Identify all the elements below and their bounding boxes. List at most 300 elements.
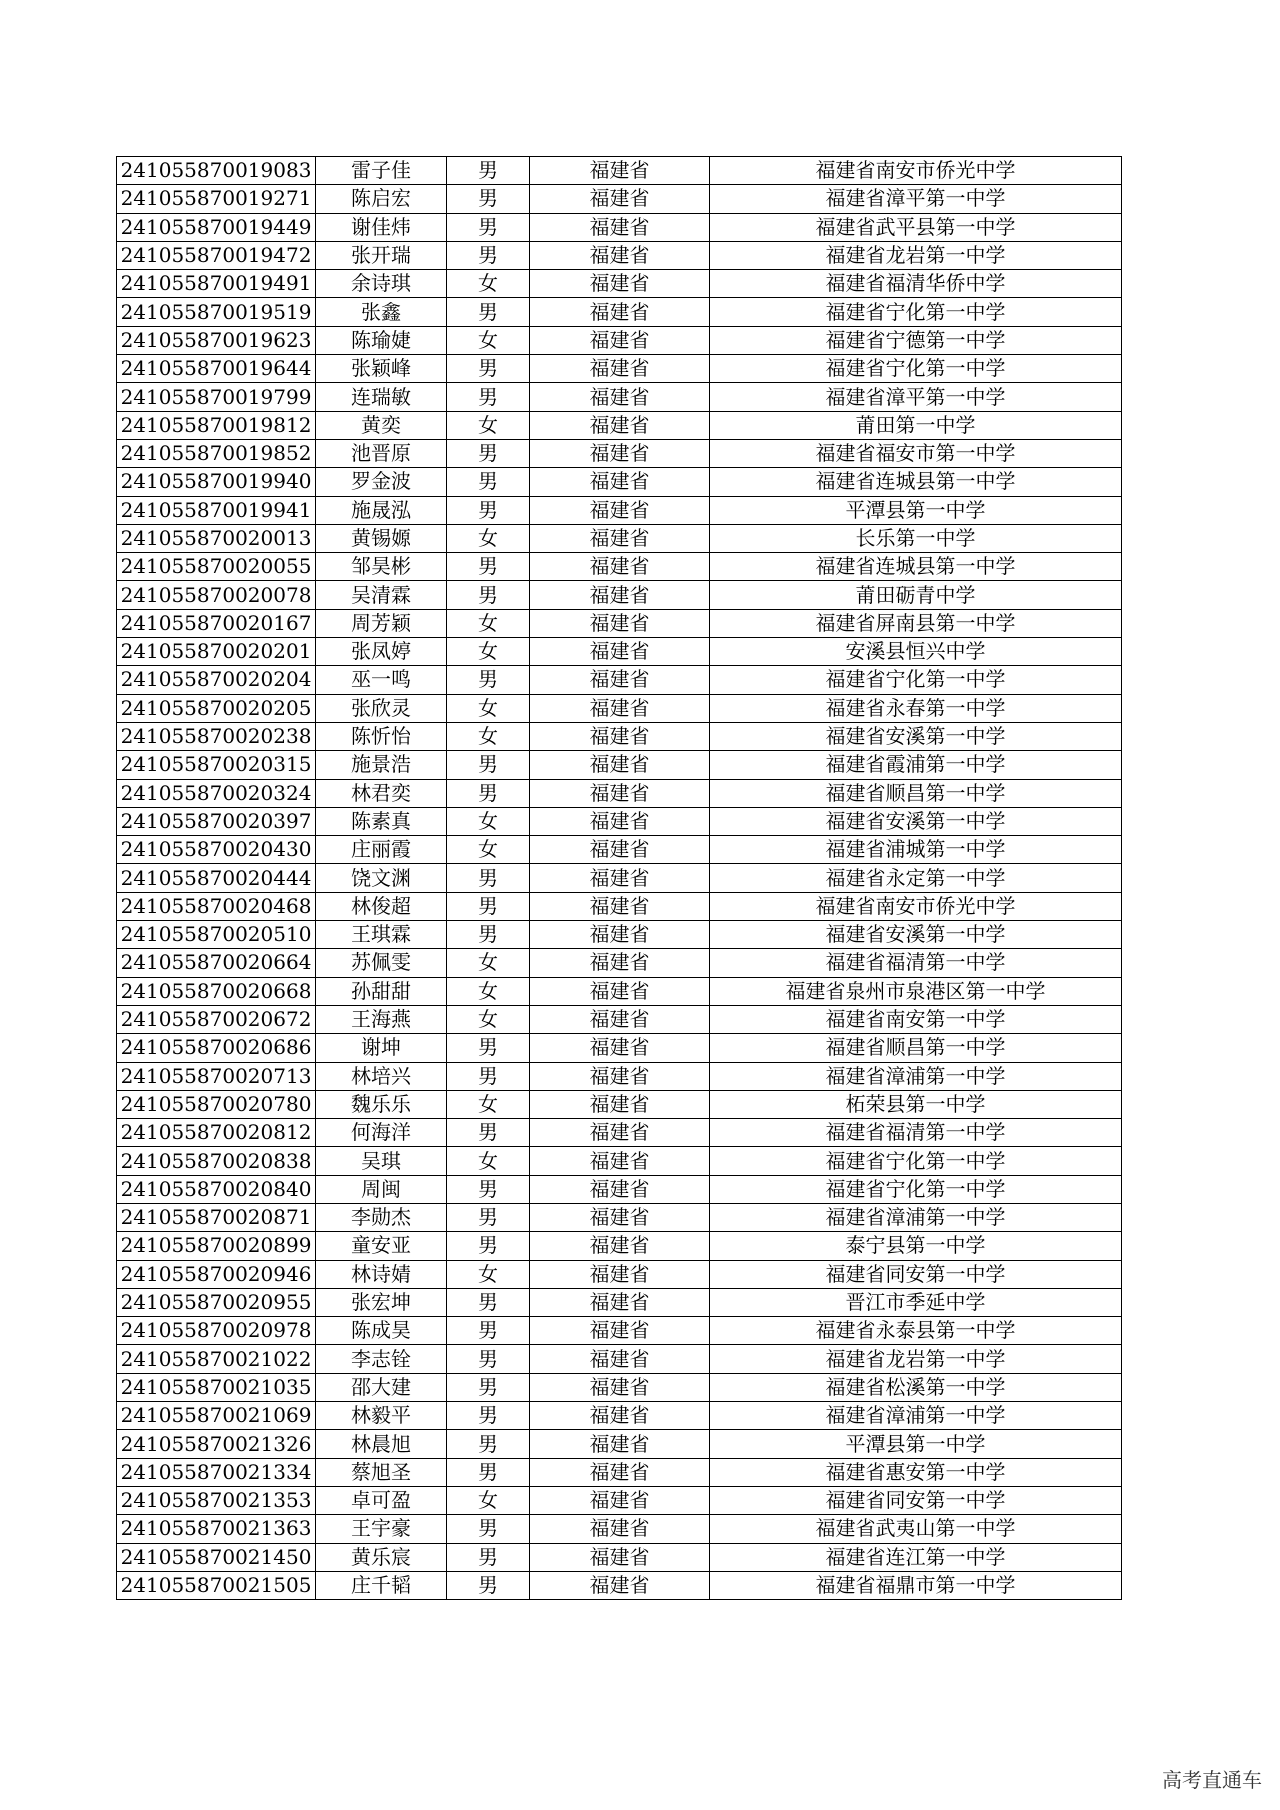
table-row (117, 1458, 1122, 1486)
student-name-cell: 池晋原 (316, 439, 447, 467)
school-cell: 平潭县第一中学 (710, 1430, 1122, 1458)
table-row (117, 1288, 1122, 1316)
school-cell: 福建省福清华侨中学 (710, 270, 1122, 298)
gender-cell: 男 (447, 581, 530, 609)
gender-cell: 女 (447, 326, 530, 354)
province-cell: 福建省 (530, 1147, 710, 1175)
school-cell: 福建省宁化第一中学 (710, 1175, 1122, 1203)
student-name-cell: 施景浩 (316, 751, 447, 779)
gender-cell: 男 (447, 241, 530, 269)
school-cell: 福建省宁德第一中学 (710, 326, 1122, 354)
school-cell: 福建省福清第一中学 (710, 949, 1122, 977)
table-row (117, 298, 1122, 326)
school-cell: 福建省永定第一中学 (710, 864, 1122, 892)
gender-cell: 男 (447, 1232, 530, 1260)
table-row (117, 1571, 1122, 1599)
table-row (117, 411, 1122, 439)
province-cell: 福建省 (530, 1486, 710, 1514)
gender-cell: 女 (447, 722, 530, 750)
candidate-id-cell: 241055870019941 (117, 496, 316, 524)
student-name-cell: 李勋杰 (316, 1203, 447, 1231)
table-row (117, 864, 1122, 892)
table-row (117, 1373, 1122, 1401)
province-cell: 福建省 (530, 921, 710, 949)
school-cell: 莆田第一中学 (710, 411, 1122, 439)
candidate-id-cell: 241055870020812 (117, 1119, 316, 1147)
school-cell: 福建省连城县第一中学 (710, 553, 1122, 581)
gender-cell: 男 (447, 496, 530, 524)
gender-cell: 男 (447, 185, 530, 213)
gender-cell: 男 (447, 1203, 530, 1231)
gender-cell: 女 (447, 694, 530, 722)
gender-cell: 男 (447, 1402, 530, 1430)
table-row (117, 694, 1122, 722)
candidate-id-cell: 241055870019472 (117, 241, 316, 269)
candidate-id-cell: 241055870020840 (117, 1175, 316, 1203)
candidate-id-cell: 241055870021022 (117, 1345, 316, 1373)
candidate-id-cell: 241055870021505 (117, 1571, 316, 1599)
school-cell: 福建省福安市第一中学 (710, 439, 1122, 467)
table-row (117, 326, 1122, 354)
province-cell: 福建省 (530, 1373, 710, 1401)
province-cell: 福建省 (530, 185, 710, 213)
candidate-id-cell: 241055870020899 (117, 1232, 316, 1260)
student-name-cell: 陈瑜婕 (316, 326, 447, 354)
school-cell: 福建省浦城第一中学 (710, 836, 1122, 864)
candidate-id-cell: 241055870020668 (117, 977, 316, 1005)
school-cell: 福建省同安第一中学 (710, 1486, 1122, 1514)
school-cell: 福建省安溪第一中学 (710, 921, 1122, 949)
table-row (117, 553, 1122, 581)
province-cell: 福建省 (530, 326, 710, 354)
table-row (117, 751, 1122, 779)
gender-cell: 男 (447, 1458, 530, 1486)
school-cell: 福建省泉州市泉港区第一中学 (710, 977, 1122, 1005)
gender-cell: 女 (447, 836, 530, 864)
student-name-cell: 魏乐乐 (316, 1090, 447, 1118)
school-cell: 福建省同安第一中学 (710, 1260, 1122, 1288)
student-name-cell: 罗金波 (316, 468, 447, 496)
table-row (117, 270, 1122, 298)
table-row (117, 921, 1122, 949)
province-cell: 福建省 (530, 977, 710, 1005)
gender-cell: 男 (447, 157, 530, 185)
candidate-id-cell: 241055870020315 (117, 751, 316, 779)
school-cell: 福建省安溪第一中学 (710, 722, 1122, 750)
table-row (117, 213, 1122, 241)
student-name-cell: 周闽 (316, 1175, 447, 1203)
province-cell: 福建省 (530, 524, 710, 552)
student-name-cell: 雷子佳 (316, 157, 447, 185)
candidate-id-cell: 241055870020664 (117, 949, 316, 977)
province-cell: 福建省 (530, 722, 710, 750)
school-cell: 安溪县恒兴中学 (710, 638, 1122, 666)
table-row (117, 977, 1122, 1005)
candidate-id-cell: 241055870020838 (117, 1147, 316, 1175)
candidate-id-cell: 241055870021334 (117, 1458, 316, 1486)
gender-cell: 男 (447, 213, 530, 241)
table-row (117, 949, 1122, 977)
province-cell: 福建省 (530, 694, 710, 722)
province-cell: 福建省 (530, 1515, 710, 1543)
school-cell: 福建省顺昌第一中学 (710, 779, 1122, 807)
gender-cell: 女 (447, 411, 530, 439)
candidate-id-cell: 241055870020201 (117, 638, 316, 666)
province-cell: 福建省 (530, 864, 710, 892)
candidate-id-cell: 241055870019799 (117, 383, 316, 411)
school-cell: 福建省龙岩第一中学 (710, 241, 1122, 269)
school-cell: 莆田砺青中学 (710, 581, 1122, 609)
table-row (117, 722, 1122, 750)
table-row (117, 1345, 1122, 1373)
school-cell: 福建省宁化第一中学 (710, 666, 1122, 694)
roster-table (116, 156, 1122, 1600)
school-cell: 福建省武夷山第一中学 (710, 1515, 1122, 1543)
candidate-id-cell: 241055870020444 (117, 864, 316, 892)
table-row (117, 1203, 1122, 1231)
province-cell: 福建省 (530, 1119, 710, 1147)
school-cell: 柘荣县第一中学 (710, 1090, 1122, 1118)
school-cell: 福建省漳浦第一中学 (710, 1062, 1122, 1090)
table-row (117, 609, 1122, 637)
student-name-cell: 庄千韬 (316, 1571, 447, 1599)
student-name-cell: 周芳颖 (316, 609, 447, 637)
candidate-id-cell: 241055870021035 (117, 1373, 316, 1401)
gender-cell: 女 (447, 1005, 530, 1033)
candidate-id-cell: 241055870020324 (117, 779, 316, 807)
school-cell: 福建省漳浦第一中学 (710, 1402, 1122, 1430)
student-name-cell: 王宇豪 (316, 1515, 447, 1543)
table-row (117, 836, 1122, 864)
table-row (117, 468, 1122, 496)
student-name-cell: 谢坤 (316, 1034, 447, 1062)
table-row (117, 1317, 1122, 1345)
gender-cell: 女 (447, 1486, 530, 1514)
gender-cell: 男 (447, 1430, 530, 1458)
student-name-cell: 李志铨 (316, 1345, 447, 1373)
school-cell: 福建省松溪第一中学 (710, 1373, 1122, 1401)
gender-cell: 男 (447, 1317, 530, 1345)
student-name-cell: 张凤婷 (316, 638, 447, 666)
school-cell: 福建省南安市侨光中学 (710, 892, 1122, 920)
student-name-cell: 林毅平 (316, 1402, 447, 1430)
gender-cell: 女 (447, 949, 530, 977)
student-name-cell: 巫一鸣 (316, 666, 447, 694)
school-cell: 福建省安溪第一中学 (710, 807, 1122, 835)
table-row (117, 779, 1122, 807)
student-name-cell: 蔡旭圣 (316, 1458, 447, 1486)
student-name-cell: 林君奕 (316, 779, 447, 807)
student-name-cell: 邹昊彬 (316, 553, 447, 581)
candidate-id-cell: 241055870020078 (117, 581, 316, 609)
province-cell: 福建省 (530, 270, 710, 298)
province-cell: 福建省 (530, 1571, 710, 1599)
province-cell: 福建省 (530, 609, 710, 637)
student-name-cell: 陈启宏 (316, 185, 447, 213)
province-cell: 福建省 (530, 751, 710, 779)
student-name-cell: 孙甜甜 (316, 977, 447, 1005)
candidate-id-cell: 241055870021363 (117, 1515, 316, 1543)
candidate-id-cell: 241055870019852 (117, 439, 316, 467)
province-cell: 福建省 (530, 1232, 710, 1260)
gender-cell: 男 (447, 1288, 530, 1316)
candidate-id-cell: 241055870020397 (117, 807, 316, 835)
province-cell: 福建省 (530, 779, 710, 807)
school-cell: 福建省顺昌第一中学 (710, 1034, 1122, 1062)
student-name-cell: 黄锡嫄 (316, 524, 447, 552)
gender-cell: 女 (447, 638, 530, 666)
student-name-cell: 吴琪 (316, 1147, 447, 1175)
province-cell: 福建省 (530, 553, 710, 581)
gender-cell: 男 (447, 892, 530, 920)
student-name-cell: 林晨旭 (316, 1430, 447, 1458)
candidate-id-cell: 241055870020686 (117, 1034, 316, 1062)
gender-cell: 男 (447, 751, 530, 779)
student-name-cell: 卓可盈 (316, 1486, 447, 1514)
gender-cell: 女 (447, 1090, 530, 1118)
student-name-cell: 连瑞敏 (316, 383, 447, 411)
province-cell: 福建省 (530, 383, 710, 411)
table-row (117, 666, 1122, 694)
candidate-id-cell: 241055870019271 (117, 185, 316, 213)
table-row (117, 581, 1122, 609)
province-cell: 福建省 (530, 1260, 710, 1288)
gender-cell: 男 (447, 921, 530, 949)
school-cell: 福建省永泰县第一中学 (710, 1317, 1122, 1345)
student-name-cell: 张开瑞 (316, 241, 447, 269)
gender-cell: 男 (447, 1543, 530, 1571)
candidate-id-cell: 241055870020510 (117, 921, 316, 949)
gender-cell: 女 (447, 1260, 530, 1288)
student-name-cell: 张欣灵 (316, 694, 447, 722)
province-cell: 福建省 (530, 892, 710, 920)
province-cell: 福建省 (530, 1090, 710, 1118)
school-cell: 泰宁县第一中学 (710, 1232, 1122, 1260)
table-row (117, 807, 1122, 835)
gender-cell: 男 (447, 1119, 530, 1147)
candidate-id-cell: 241055870020946 (117, 1260, 316, 1288)
candidate-id-cell: 241055870020978 (117, 1317, 316, 1345)
gender-cell: 男 (447, 1062, 530, 1090)
school-cell: 福建省连江第一中学 (710, 1543, 1122, 1571)
province-cell: 福建省 (530, 1203, 710, 1231)
table-row (117, 496, 1122, 524)
table-row (117, 157, 1122, 185)
roster-table-body (117, 157, 1122, 1600)
province-cell: 福建省 (530, 1317, 710, 1345)
student-name-cell: 邵大建 (316, 1373, 447, 1401)
province-cell: 福建省 (530, 1062, 710, 1090)
school-cell: 福建省漳平第一中学 (710, 383, 1122, 411)
candidate-id-cell: 241055870021353 (117, 1486, 316, 1514)
gender-cell: 女 (447, 609, 530, 637)
province-cell: 福建省 (530, 213, 710, 241)
candidate-id-cell: 241055870019940 (117, 468, 316, 496)
table-row (117, 1430, 1122, 1458)
table-row (117, 524, 1122, 552)
student-name-cell: 苏佩雯 (316, 949, 447, 977)
student-name-cell: 何海洋 (316, 1119, 447, 1147)
school-cell: 福建省南安市侨光中学 (710, 157, 1122, 185)
gender-cell: 女 (447, 1147, 530, 1175)
school-cell: 福建省宁化第一中学 (710, 1147, 1122, 1175)
province-cell: 福建省 (530, 836, 710, 864)
province-cell: 福建省 (530, 355, 710, 383)
province-cell: 福建省 (530, 638, 710, 666)
table-row (117, 1515, 1122, 1543)
table-row (117, 892, 1122, 920)
gender-cell: 男 (447, 383, 530, 411)
gender-cell: 男 (447, 1373, 530, 1401)
student-name-cell: 林诗婧 (316, 1260, 447, 1288)
student-name-cell: 陈成昊 (316, 1317, 447, 1345)
student-name-cell: 施晟泓 (316, 496, 447, 524)
candidate-id-cell: 241055870020871 (117, 1203, 316, 1231)
province-cell: 福建省 (530, 298, 710, 326)
province-cell: 福建省 (530, 241, 710, 269)
candidate-id-cell: 241055870020238 (117, 722, 316, 750)
gender-cell: 女 (447, 524, 530, 552)
candidate-id-cell: 241055870020468 (117, 892, 316, 920)
province-cell: 福建省 (530, 496, 710, 524)
province-cell: 福建省 (530, 1430, 710, 1458)
candidate-id-cell: 241055870019812 (117, 411, 316, 439)
student-name-cell: 童安亚 (316, 1232, 447, 1260)
candidate-id-cell: 241055870019623 (117, 326, 316, 354)
school-cell: 福建省永春第一中学 (710, 694, 1122, 722)
candidate-id-cell: 241055870019644 (117, 355, 316, 383)
province-cell: 福建省 (530, 1345, 710, 1373)
province-cell: 福建省 (530, 157, 710, 185)
table-row (117, 1260, 1122, 1288)
candidate-id-cell: 241055870019449 (117, 213, 316, 241)
gender-cell: 男 (447, 355, 530, 383)
table-row (117, 1090, 1122, 1118)
candidate-id-cell: 241055870020167 (117, 609, 316, 637)
school-cell: 福建省连城县第一中学 (710, 468, 1122, 496)
school-cell: 福建省漳平第一中学 (710, 185, 1122, 213)
student-name-cell: 陈素真 (316, 807, 447, 835)
gender-cell: 男 (447, 666, 530, 694)
table-row (117, 439, 1122, 467)
province-cell: 福建省 (530, 581, 710, 609)
watermark-text: 高考直通车 (1162, 1768, 1262, 1792)
table-row (117, 355, 1122, 383)
province-cell: 福建省 (530, 1458, 710, 1486)
school-cell: 福建省霞浦第一中学 (710, 751, 1122, 779)
candidate-id-cell: 241055870021450 (117, 1543, 316, 1571)
student-name-cell: 吴清霖 (316, 581, 447, 609)
province-cell: 福建省 (530, 468, 710, 496)
candidate-id-cell: 241055870021069 (117, 1402, 316, 1430)
candidate-id-cell: 241055870020055 (117, 553, 316, 581)
table-row (117, 1005, 1122, 1033)
student-name-cell: 黄奕 (316, 411, 447, 439)
candidate-id-cell: 241055870021326 (117, 1430, 316, 1458)
school-cell: 福建省福清第一中学 (710, 1119, 1122, 1147)
school-cell: 福建省宁化第一中学 (710, 298, 1122, 326)
student-name-cell: 王琪霖 (316, 921, 447, 949)
candidate-id-cell: 241055870020672 (117, 1005, 316, 1033)
gender-cell: 男 (447, 553, 530, 581)
student-name-cell: 谢佳炜 (316, 213, 447, 241)
student-name-cell: 林俊超 (316, 892, 447, 920)
table-row (117, 1062, 1122, 1090)
gender-cell: 男 (447, 1034, 530, 1062)
student-name-cell: 饶文渊 (316, 864, 447, 892)
student-name-cell: 林培兴 (316, 1062, 447, 1090)
province-cell: 福建省 (530, 1402, 710, 1430)
student-name-cell: 王海燕 (316, 1005, 447, 1033)
table-row (117, 185, 1122, 213)
student-name-cell: 余诗琪 (316, 270, 447, 298)
table-row (117, 1232, 1122, 1260)
school-cell: 福建省漳浦第一中学 (710, 1203, 1122, 1231)
school-cell: 晋江市季延中学 (710, 1288, 1122, 1316)
school-cell: 福建省龙岩第一中学 (710, 1345, 1122, 1373)
gender-cell: 男 (447, 1345, 530, 1373)
candidate-id-cell: 241055870020430 (117, 836, 316, 864)
gender-cell: 女 (447, 977, 530, 1005)
province-cell: 福建省 (530, 1288, 710, 1316)
gender-cell: 男 (447, 468, 530, 496)
candidate-id-cell: 241055870020205 (117, 694, 316, 722)
school-cell: 福建省南安第一中学 (710, 1005, 1122, 1033)
gender-cell: 男 (447, 298, 530, 326)
candidate-id-cell: 241055870020013 (117, 524, 316, 552)
school-cell: 福建省宁化第一中学 (710, 355, 1122, 383)
gender-cell: 男 (447, 439, 530, 467)
school-cell: 福建省福鼎市第一中学 (710, 1571, 1122, 1599)
province-cell: 福建省 (530, 411, 710, 439)
gender-cell: 女 (447, 807, 530, 835)
gender-cell: 男 (447, 864, 530, 892)
gender-cell: 男 (447, 1571, 530, 1599)
table-row (117, 1119, 1122, 1147)
school-cell: 福建省武平县第一中学 (710, 213, 1122, 241)
school-cell: 福建省屏南县第一中学 (710, 609, 1122, 637)
student-name-cell: 张宏坤 (316, 1288, 447, 1316)
table-row (117, 638, 1122, 666)
candidate-id-cell: 241055870019491 (117, 270, 316, 298)
student-name-cell: 黄乐宸 (316, 1543, 447, 1571)
candidate-id-cell: 241055870019083 (117, 157, 316, 185)
gender-cell: 男 (447, 1175, 530, 1203)
candidate-id-cell: 241055870019519 (117, 298, 316, 326)
table-row (117, 241, 1122, 269)
province-cell: 福建省 (530, 439, 710, 467)
student-name-cell: 庄丽霞 (316, 836, 447, 864)
gender-cell: 女 (447, 270, 530, 298)
table-row (117, 1147, 1122, 1175)
province-cell: 福建省 (530, 807, 710, 835)
province-cell: 福建省 (530, 1034, 710, 1062)
table-row (117, 1486, 1122, 1514)
province-cell: 福建省 (530, 1175, 710, 1203)
school-cell: 平潭县第一中学 (710, 496, 1122, 524)
candidate-id-cell: 241055870020713 (117, 1062, 316, 1090)
school-cell: 长乐第一中学 (710, 524, 1122, 552)
province-cell: 福建省 (530, 1005, 710, 1033)
province-cell: 福建省 (530, 949, 710, 977)
gender-cell: 男 (447, 1515, 530, 1543)
candidate-id-cell: 241055870020955 (117, 1288, 316, 1316)
table-row (117, 1543, 1122, 1571)
candidate-id-cell: 241055870020780 (117, 1090, 316, 1118)
gender-cell: 男 (447, 779, 530, 807)
student-name-cell: 张鑫 (316, 298, 447, 326)
table-row (117, 1175, 1122, 1203)
